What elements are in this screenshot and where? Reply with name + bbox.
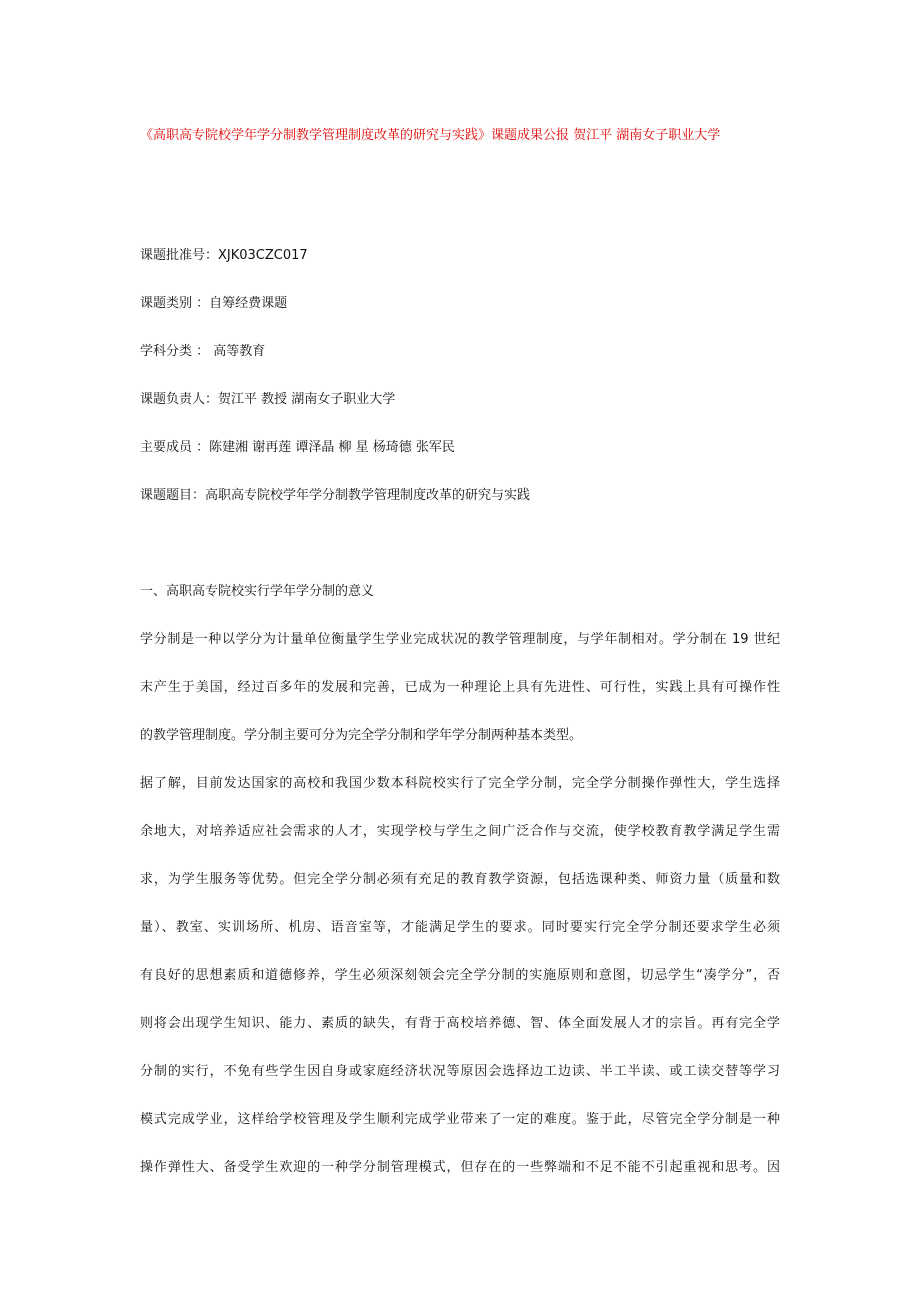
document-title: 《高职高专院校学年学分制教学管理制度改革的研究与实践》课题成果公报 贺江平 湖南女子职业大学 (140, 128, 721, 143)
project-topic: 课题题目：高职高专院校学年学分制教学管理制度改革的研究与实践 (140, 488, 531, 503)
paragraph-line: 末产生于美国，经过百多年的发展和完善，已成为一种理论上具有先进性、可行性，实践上具有可操作性 (140, 680, 780, 695)
paragraph-line: 则将会出现学生知识、能力、素质的缺失，有背于高校培养德、智、体全面发展人才的宗旨。再有完全学 (140, 1016, 780, 1031)
approval-number: 课题批准号：XJK03CZC017 (140, 248, 308, 263)
paragraph-line: 余地大，对培养适应社会需求的人才，实现学校与学生之间广泛合作与交流，使学校教育教学满足学生需 (140, 824, 780, 839)
project-lead: 课题负责人：贺江平 教授 湖南女子职业大学 (140, 392, 396, 407)
paragraph-line: 学分制是一种以学分为计量单位衡量学生学业完成状况的教学管理制度，与学年制相对。学分制在 19 世纪 (140, 632, 780, 647)
section-heading: 一、高职高专院校实行学年学分制的意义 (140, 584, 375, 599)
main-members: 主要成员 ：陈建湘 谢再莲 谭泽晶 柳 星 杨琦德 张军民 (140, 440, 455, 455)
project-category: 课题类别 ：自筹经费课题 (140, 296, 288, 311)
paragraph-line: 的教学管理制度。学分制主要可分为完全学分制和学年学分制两种基本类型。 (140, 728, 583, 743)
paragraph-line: 操作弹性大、备受学生欢迎的一种学分制管理模式，但存在的一些弊端和不足不能不引起重视和思考。因 (140, 1160, 780, 1175)
paragraph-line: 据了解，目前发达国家的高校和我国少数本科院校实行了完全学分制，完全学分制操作弹性大，学生选择 (140, 776, 780, 791)
paragraph-line: 量）、教室、实训场所、机房、语音室等，才能满足学生的要求。同时要实行完全学分制还要求学生必须 (140, 920, 780, 935)
paragraph-line: 模式完成学业，这样给学校管理及学生顺利完成学业带来了一定的难度。鉴于此，尽管完全学分制是一种 (140, 1112, 780, 1127)
paragraph-line: 分制的实行，不免有些学生因自身或家庭经济状况等原因会选择边工边读、半工半读、或工读交替等学习 (140, 1064, 780, 1079)
discipline: 学科分类 ： 高等教育 (140, 344, 266, 359)
paragraph-line: 有良好的思想素质和道德修养，学生必须深刻领会完全学分制的实施原则和意图，切忌学生“凑学分”，否 (140, 968, 780, 983)
paragraph-line: 求，为学生服务等优势。但完全学分制必须有充足的教育教学资源，包括选课种类、师资力量（质量和数 (140, 872, 780, 887)
